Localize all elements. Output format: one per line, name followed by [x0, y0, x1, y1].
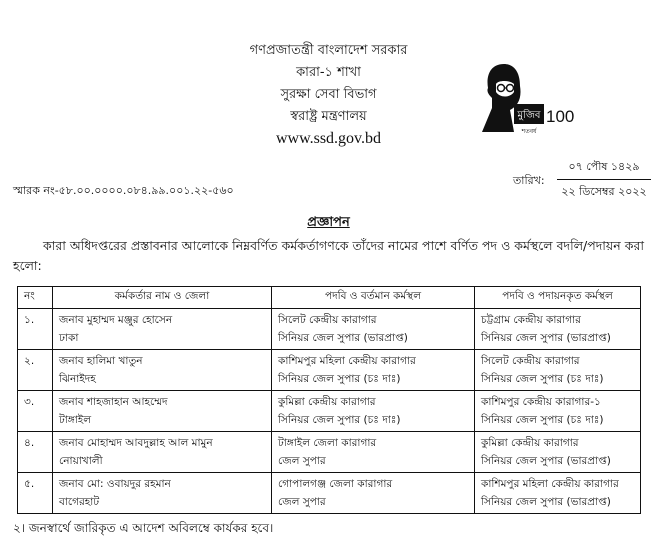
current-post-cell — [272, 432, 475, 473]
col-header-no: নং — [18, 287, 53, 309]
new-place: কাশিমপুর মহিলা কেন্দ্রীয় কারাগার — [481, 478, 619, 490]
memo-number: স্মারক নং-৫৮.০০.০০০০.০৮৪.৯৯.০০১.২২-৫৬০ — [13, 184, 234, 197]
new-post: সিনিয়র জেল সুপার (ভারপ্রাপ্ত) — [481, 455, 611, 467]
table-row — [18, 473, 641, 514]
officer-district: নোয়াখালী — [59, 455, 103, 467]
section-name: কারা-১ শাখা — [296, 65, 361, 80]
new-post-cell — [475, 309, 641, 350]
new-post: সিনিয়র জেল সুপার (ভারপ্রাপ্ত) — [481, 332, 611, 344]
row-number: ৫. — [18, 473, 53, 514]
ministry-name: স্বরাষ্ট্র মন্ত্রণালয় — [290, 109, 367, 124]
table-row — [18, 391, 641, 432]
col-header-new: পদবি ও পদায়নকৃত কর্মস্থল — [475, 287, 641, 309]
current-post: সিনিয়র জেল সুপার (ভারপ্রাপ্ত) — [278, 332, 408, 344]
new-place: কাশিমপুর কেন্দ্রীয় কারাগার-১ — [481, 396, 601, 408]
officer-district: ঢাকা — [59, 332, 79, 344]
officer-cell — [53, 309, 272, 350]
row-number: ৩. — [18, 391, 53, 432]
current-place: কাশিমপুর মহিলা কেন্দ্রীয় কারাগার — [278, 355, 416, 367]
notice-title-text: প্রজ্ঞাপন — [307, 215, 350, 230]
notice-title — [0, 213, 657, 234]
new-post-cell — [475, 391, 641, 432]
mujib-borsho-logo — [480, 62, 580, 140]
website-link[interactable]: www.ssd.gov.bd — [275, 130, 382, 147]
officer-cell — [53, 350, 272, 391]
notice-body: কারা অধিদপ্তরের প্রস্তাবনার আলোকে নিম্নবর্ণিত কর্মকর্তাগণকে তাঁদের নামের পাশে বর্ণিত পদ ও কর্মস্থলে বদলি/পদায়ন করা হলো: — [13, 238, 644, 273]
new-place: সিলেট কেন্দ্রীয় কারাগার — [481, 355, 580, 367]
row-number: ২. — [18, 350, 53, 391]
officer-cell — [53, 473, 272, 514]
officer-name: জনাব হালিমা খাতুন — [59, 355, 143, 367]
table-row — [18, 432, 641, 473]
col-header-name: কর্মকর্তার নাম ও জেলা — [53, 287, 272, 309]
current-post-cell — [272, 350, 475, 391]
logo-subtext: শতবর্ষ — [521, 128, 537, 135]
new-place: কুমিল্লা কেন্দ্রীয় কারাগার — [481, 437, 579, 449]
officer-cell — [53, 391, 272, 432]
new-post: সিনিয়র জেল সুপার (ভারপ্রাপ্ত) — [481, 496, 611, 508]
new-post-cell — [475, 432, 641, 473]
english-date: ২২ ডিসেম্বর ২০২২ — [561, 185, 647, 198]
officer-district: টাঙ্গাইল — [59, 414, 92, 426]
table-header-row — [18, 287, 641, 309]
bangla-date: ০৭ পৌষ ১৪২৯ — [557, 158, 651, 180]
officer-district: বাগেরহাট — [59, 496, 100, 508]
transfer-table — [17, 286, 641, 514]
current-post-cell — [272, 473, 475, 514]
current-place: সিলেট কেন্দ্রীয় কারাগার — [278, 314, 377, 326]
current-post: সিনিয়র জেল সুপার (চঃ দাঃ) — [278, 414, 401, 426]
logo-number: 100 — [546, 107, 575, 126]
current-post: সিনিয়র জেল সুপার (চঃ দাঃ) — [278, 373, 401, 385]
current-place: টাঙ্গাইল জেলা কারাগার — [278, 437, 377, 449]
current-post-cell — [272, 391, 475, 432]
officer-cell — [53, 432, 272, 473]
govt-name: গণপ্রজাতন্ত্রী বাংলাদেশ সরকার — [249, 43, 408, 58]
officer-name: জনাব মোহাম্মদ আবদুল্লাহ আল মামুন — [59, 437, 213, 449]
officer-name: জনাব শাহজাহান আহম্মেদ — [59, 396, 168, 408]
row-number: ৪. — [18, 432, 53, 473]
new-post-cell — [475, 350, 641, 391]
current-place: গোপালগঞ্জ জেলা কারাগার — [278, 478, 393, 490]
officer-name: জনাব মো: ওবায়দুর রহমান — [59, 478, 171, 490]
division-name: সুরক্ষা সেবা বিভাগ — [280, 87, 377, 102]
new-post-cell — [475, 473, 641, 514]
new-post: সিনিয়র জেল সুপার (চঃ দাঃ) — [481, 373, 604, 385]
new-post: সিনিয়র জেল সুপার (চঃ দাঃ) — [481, 414, 604, 426]
current-place: কুমিল্লা কেন্দ্রীয় কারাগার — [278, 396, 376, 408]
row-number: ১. — [18, 309, 53, 350]
current-post: জেল সুপার — [278, 455, 326, 467]
officer-name: জনাব মুহাম্মদ মঞ্জুর হোসেন — [59, 314, 173, 326]
new-place: চট্টগ্রাম কেন্দ্রীয় কারাগার — [481, 314, 581, 326]
logo-text: মুজিব — [517, 110, 541, 121]
current-post: জেল সুপার — [278, 496, 326, 508]
date-label: তারিখ: — [513, 174, 545, 187]
table-row — [18, 309, 641, 350]
current-post-cell — [272, 309, 475, 350]
effective-clause: ২। জনস্বার্থে জারিকৃত এ আদেশ অবিলম্বে কার্যকর হবে। — [13, 521, 274, 535]
table-row — [18, 350, 641, 391]
col-header-current: পদবি ও বর্তমান কর্মস্থল — [272, 287, 475, 309]
officer-district: ঝিনাইদহ — [59, 373, 96, 385]
